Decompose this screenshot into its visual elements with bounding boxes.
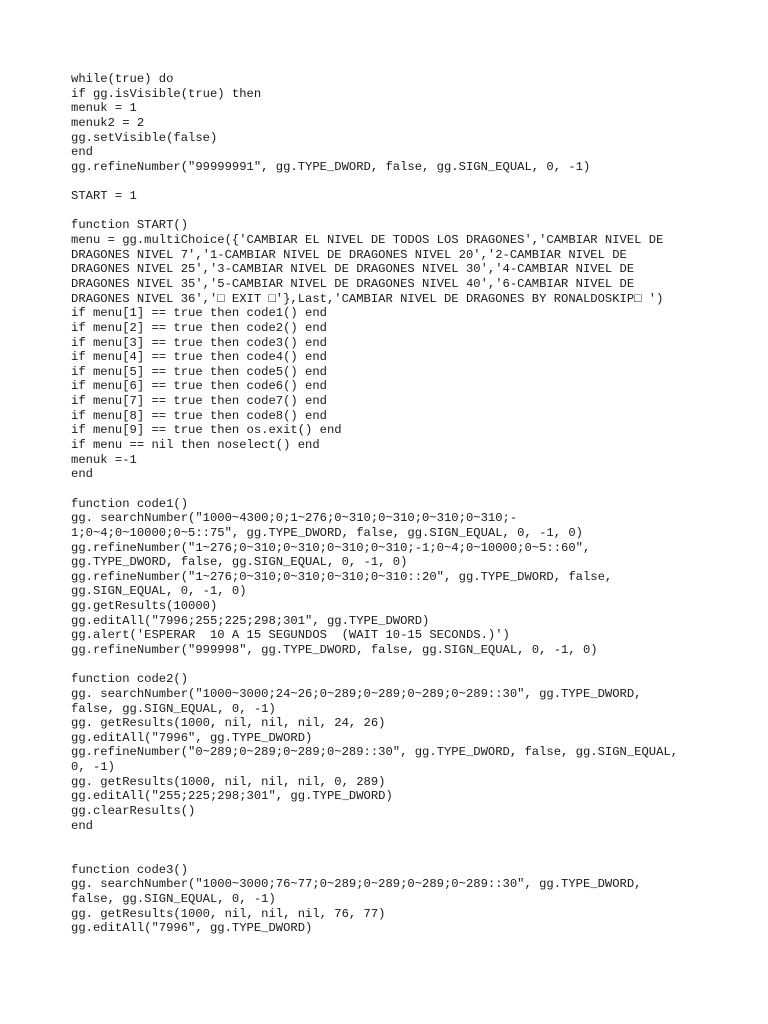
code-line: START = 1 xyxy=(71,189,137,204)
blank-line xyxy=(71,848,711,863)
code-line: if menu[7] == true then code7() end xyxy=(71,394,327,409)
code-line: gg.refineNumber("1~276;0~310;0~310;0~310;0~310;-1;0~4;0~10000;0~5::60", xyxy=(71,540,591,555)
code-line: if menu[4] == true then code4() end xyxy=(71,350,327,365)
code-line: gg.editAll("7996", gg.TYPE_DWORD) xyxy=(71,730,313,745)
code-line: if gg.isVisible(true) then xyxy=(71,86,262,101)
code-line: gg. getResults(1000, nil, nil, nil, 76, 77) xyxy=(71,906,386,921)
code-line: gg.editAll("7996", gg.TYPE_DWORD) xyxy=(71,921,313,936)
code-line: if menu[9] == true then os.exit() end xyxy=(71,423,342,438)
code-line: function code1() xyxy=(71,496,189,511)
code-line: if menu[2] == true then code2() end xyxy=(71,320,327,335)
code-line: if menu[6] == true then code6() end xyxy=(71,379,327,394)
code-line: gg. searchNumber("1000~4300;0;1~276;0~310;0~310;0~310;0~310;- xyxy=(71,511,518,526)
code-line: DRAGONES NIVEL 25','3-CAMBIAR NIVEL DE DRAGONES NIVEL 30','4-CAMBIAR NIVEL DE xyxy=(71,262,635,277)
code-line: if menu[1] == true then code1() end xyxy=(71,306,327,321)
blank-line xyxy=(71,204,711,219)
blank-line xyxy=(71,833,711,848)
code-line: gg.SIGN_EQUAL, 0, -1, 0) xyxy=(71,584,247,599)
code-line: DRAGONES NIVEL 7','1-CAMBIAR NIVEL DE DRAGONES NIVEL 20','2-CAMBIAR NIVEL DE xyxy=(71,247,627,262)
code-line: menu = gg.multiChoice({'CAMBIAR EL NIVEL DE TODOS LOS DRAGONES','CAMBIAR NIVEL DE xyxy=(71,233,664,248)
code-line: false, gg.SIGN_EQUAL, 0, -1) xyxy=(71,701,276,716)
code-line: gg.refineNumber("0~289;0~289;0~289;0~289::30", gg.TYPE_DWORD, false, gg.SIGN_EQUAL, xyxy=(71,745,679,760)
code-line: DRAGONES NIVEL 35','5-CAMBIAR NIVEL DE DRAGONES NIVEL 40','6-CAMBIAR NIVEL DE xyxy=(71,276,635,291)
blank-line xyxy=(71,658,711,673)
code-line: menuk = 1 xyxy=(71,101,137,116)
code-line: if menu[8] == true then code8() end xyxy=(71,408,327,423)
code-line: 1;0~4;0~10000;0~5::75", gg.TYPE_DWORD, false, gg.SIGN_EQUAL, 0, -1, 0) xyxy=(71,525,583,540)
document-page xyxy=(71,72,711,936)
code-line: end xyxy=(71,145,93,160)
code-line: function START() xyxy=(71,218,189,233)
code-line: gg.setVisible(false) xyxy=(71,130,218,145)
code-line: gg. searchNumber("1000~3000;76~77;0~289;0~289;0~289;0~289::30", gg.TYPE_DWORD, xyxy=(71,877,642,892)
code-line: if menu[3] == true then code3() end xyxy=(71,335,327,350)
code-line: menuk2 = 2 xyxy=(71,115,145,130)
code-line: gg.refineNumber("1~276;0~310;0~310;0~310;0~310::20", gg.TYPE_DWORD, false, xyxy=(71,569,613,584)
code-line: gg.alert('ESPERAR 10 A 15 SEGUNDOS (WAIT 10-15 SECONDS.)') xyxy=(71,628,510,643)
code-line: DRAGONES NIVEL 36','□ EXIT □'},Last,'CAMBIAR NIVEL DE DRAGONES BY RONALDOSKIP□ ') xyxy=(71,291,664,306)
code-line: if menu == nil then noselect() end xyxy=(71,438,320,453)
code-line: 0, -1) xyxy=(71,760,115,775)
code-line: gg. getResults(1000, nil, nil, nil, 0, 289) xyxy=(71,774,386,789)
code-line: gg.getResults(10000) xyxy=(71,599,218,614)
code-line: false, gg.SIGN_EQUAL, 0, -1) xyxy=(71,891,276,906)
code-line: end xyxy=(71,818,93,833)
code-line: gg.TYPE_DWORD, false, gg.SIGN_EQUAL, 0, -1, 0) xyxy=(71,555,408,570)
code-line: if menu[5] == true then code5() end xyxy=(71,364,327,379)
blank-line xyxy=(71,174,711,189)
blank-line xyxy=(71,482,711,497)
code-line: gg.editAll("7996;255;225;298;301", gg.TYPE_DWORD) xyxy=(71,613,430,628)
code-line: gg. searchNumber("1000~3000;24~26;0~289;0~289;0~289;0~289::30", gg.TYPE_DWORD, xyxy=(71,686,642,701)
code-line: gg.clearResults() xyxy=(71,804,196,819)
code-line: gg.refineNumber("999998", gg.TYPE_DWORD, false, gg.SIGN_EQUAL, 0, -1, 0) xyxy=(71,642,598,657)
code-line: menuk =-1 xyxy=(71,452,137,467)
code-line: end xyxy=(71,467,93,482)
code-line: function code2() xyxy=(71,672,189,687)
code-line: gg.refineNumber("99999991", gg.TYPE_DWORD, false, gg.SIGN_EQUAL, 0, -1) xyxy=(71,159,591,174)
code-line: function code3() xyxy=(71,862,189,877)
code-line: gg.editAll("255;225;298;301", gg.TYPE_DWORD) xyxy=(71,789,393,804)
code-line: gg. getResults(1000, nil, nil, nil, 24, 26) xyxy=(71,716,386,731)
code-line: while(true) do xyxy=(71,72,174,86)
